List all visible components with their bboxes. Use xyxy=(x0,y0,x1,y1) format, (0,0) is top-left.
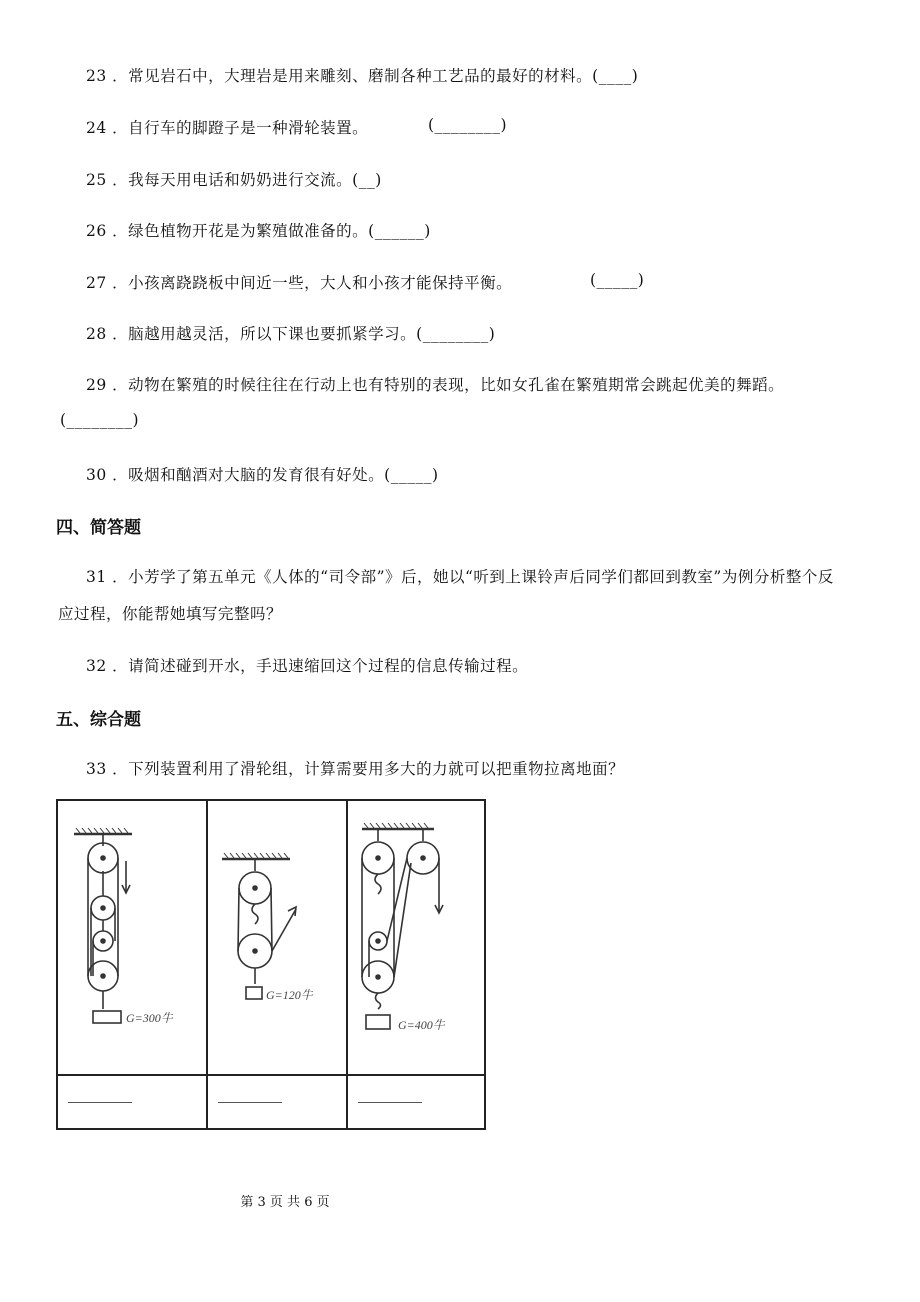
question-number: 25 xyxy=(86,171,107,189)
pulley-diagram-2-cell xyxy=(207,800,347,1075)
question-27 xyxy=(86,271,512,293)
pulley-diagram-3-cell xyxy=(347,800,485,1075)
answer-cell-2 xyxy=(207,1075,347,1129)
question-text: ．吸烟和酗酒对大脑的发育很有好处。(_____) xyxy=(112,466,439,484)
answer-line-1 xyxy=(68,1101,132,1103)
question-number: 26 xyxy=(86,222,107,240)
question-31-line1: 31 ．小芳学了第五单元《人体的“司令部”》后，她以“听到上课铃声后同学们都回到教室”为例分析整个反 xyxy=(86,568,834,586)
question-28 xyxy=(86,322,495,344)
answer-blank-24: (________) xyxy=(428,116,508,134)
section-title-comprehensive: 五、综合题 xyxy=(56,710,141,730)
question-number: 24 xyxy=(86,119,107,137)
question-26 xyxy=(86,219,431,241)
weight-label-3: G=400牛 xyxy=(398,1018,445,1032)
question-text: ．常见岩石中，大理岩是用来雕刻、磨制各种工艺品的最好的材料。(____) xyxy=(112,67,639,85)
answer-line-3 xyxy=(358,1101,422,1103)
question-23 xyxy=(86,64,638,86)
weight-label-2: G=120牛 xyxy=(266,988,313,1002)
pulley-system-diagram-2 xyxy=(208,801,346,1070)
question-number: 29 xyxy=(86,376,107,394)
question-31-line2: 应过程，你能帮她填写完整吗？ xyxy=(58,605,283,623)
question-text: ．动物在繁殖的时候往往在行动上也有特别的表现，比如女孔雀在繁殖期常会跳起优美的舞蹈。 xyxy=(112,376,785,394)
answer-cell-3 xyxy=(347,1075,485,1129)
question-24 xyxy=(86,116,368,138)
question-29 xyxy=(86,373,784,395)
pulley-diagram-1-cell xyxy=(57,800,207,1075)
question-text: ．脑越用越灵活，所以下课也要抓紧学习。(________) xyxy=(112,325,496,343)
question-30 xyxy=(86,463,439,485)
question-text: ．小孩离跷跷板中间近一些，大人和小孩才能保持平衡。 xyxy=(112,274,513,292)
answer-line-2 xyxy=(218,1101,282,1103)
question-33: 33 ．下列装置利用了滑轮组，计算需要用多大的力就可以把重物拉离地面？ xyxy=(86,760,625,778)
question-number: 27 xyxy=(86,274,107,292)
pulley-diagram-table xyxy=(56,799,486,1130)
pulley-system-diagram-1 xyxy=(58,801,206,1070)
pulley-system-diagram-3 xyxy=(348,801,484,1070)
question-32: 32 ．请简述碰到开水，手迅速缩回这个过程的信息传输过程。 xyxy=(86,657,529,675)
question-number: 30 xyxy=(86,466,107,484)
question-number: 23 xyxy=(86,67,107,85)
question-25 xyxy=(86,168,382,190)
question-text: ．绿色植物开花是为繁殖做准备的。(______) xyxy=(112,222,431,240)
answer-blank-29: (________) xyxy=(60,411,140,429)
answer-blank-27: (_____) xyxy=(590,271,645,289)
section-title-short-answer: 四、简答题 xyxy=(56,518,141,538)
question-text: ．我每天用电话和奶奶进行交流。(__) xyxy=(112,171,382,189)
answer-cell-1 xyxy=(57,1075,207,1129)
question-text: ．自行车的脚蹬子是一种滑轮装置。 xyxy=(112,119,369,137)
page-footer: 第 3 页 共 6 页 xyxy=(240,1195,330,1210)
question-number: 28 xyxy=(86,325,107,343)
weight-label-1: G=300牛 xyxy=(126,1011,173,1025)
